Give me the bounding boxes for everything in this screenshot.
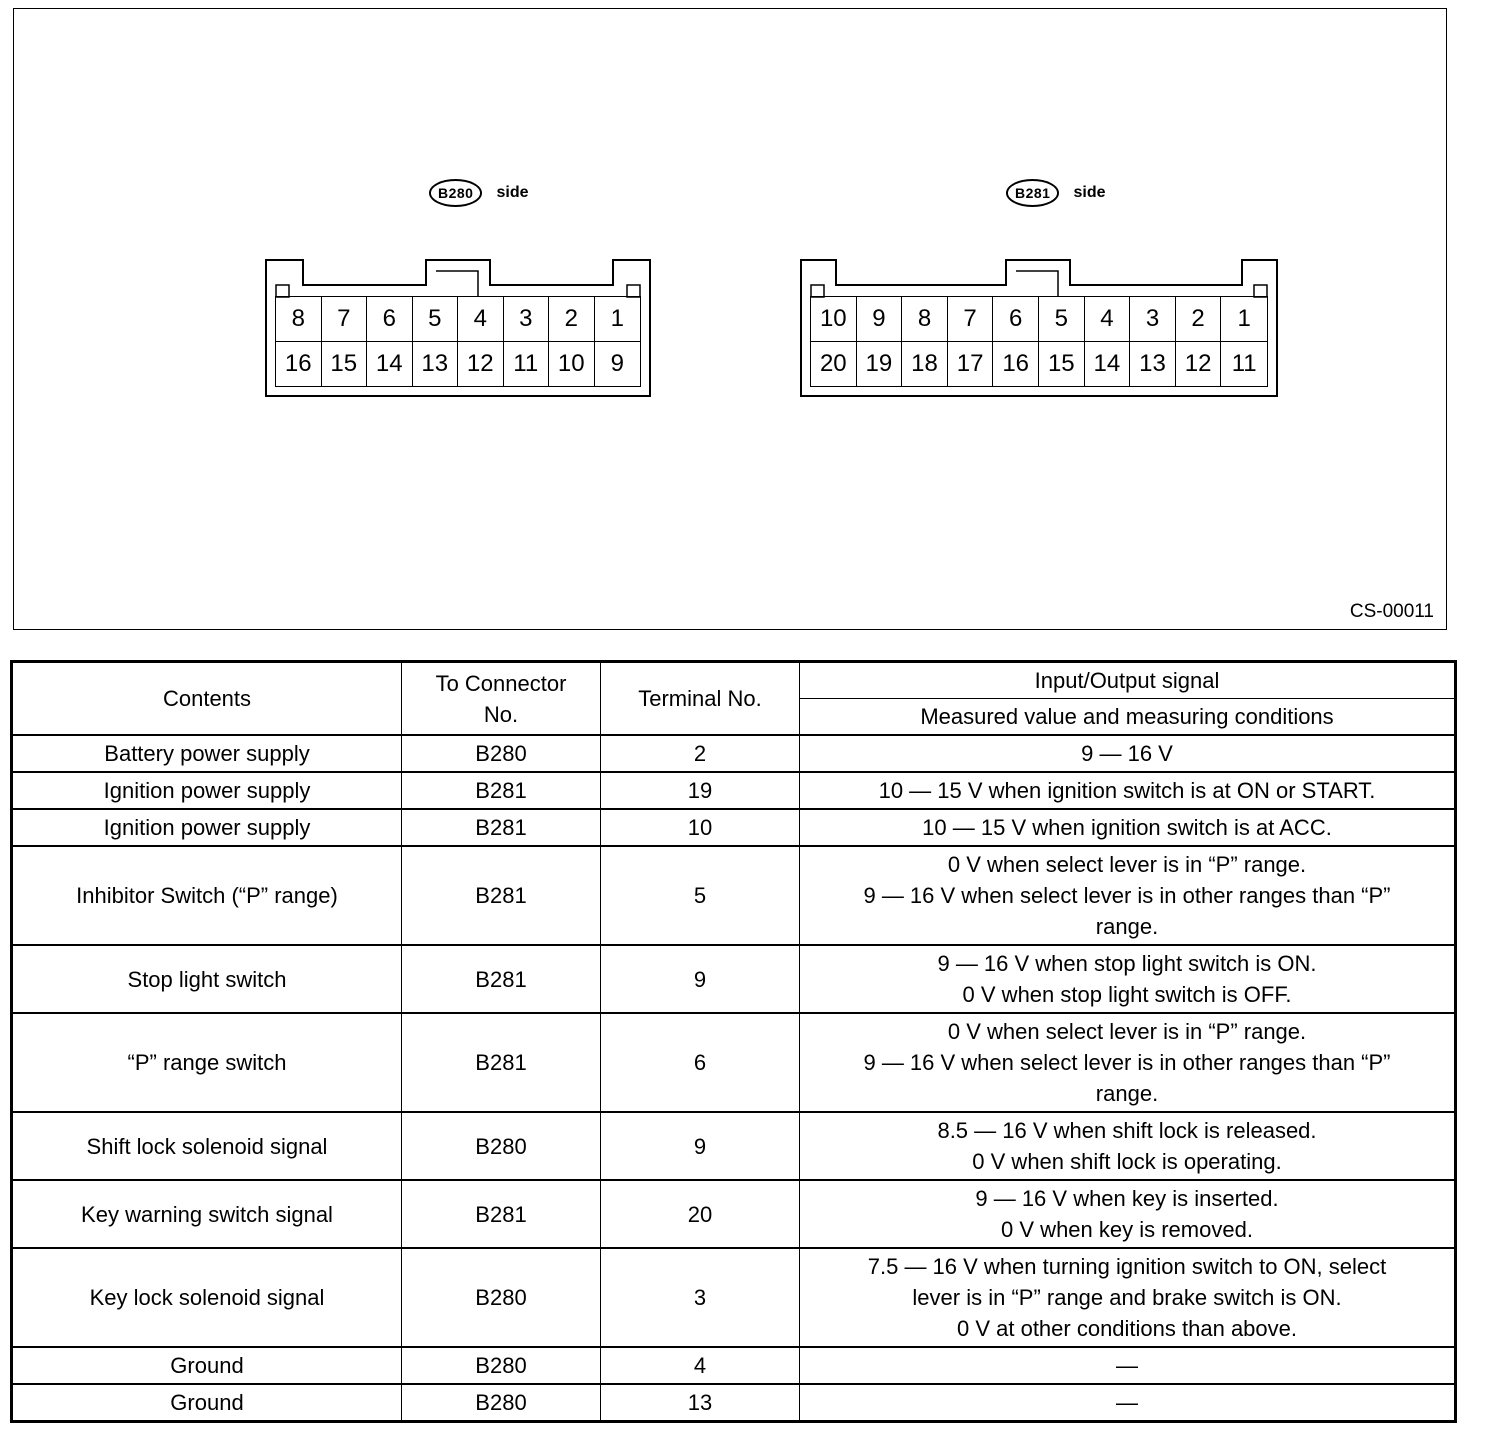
cell-terminal: 3 [601, 1248, 800, 1347]
cell-signal: 8.5 — 16 V when shift lock is released. 0 V when shift lock is operating. [800, 1112, 1456, 1180]
pin-cell: 14 [367, 342, 413, 387]
pin-cell: 5 [1039, 297, 1085, 342]
table-row [12, 1384, 1456, 1422]
table-row [12, 846, 1456, 945]
cell-contents: Ignition power supply [12, 772, 402, 809]
pin-cell: 9 [610, 349, 624, 377]
pin-cell: 3 [1130, 297, 1176, 342]
cell-connector: B280 [402, 735, 601, 772]
cell-connector: B281 [402, 846, 601, 945]
connector-figure [13, 8, 1447, 630]
cell-terminal: 4 [601, 1347, 800, 1384]
cell-contents: Stop light switch [12, 945, 402, 1013]
pin-cell: 12 [1176, 342, 1222, 387]
pin-cell: 3 [504, 297, 550, 342]
cell-contents: Ground [12, 1347, 402, 1384]
pin-cell: 10 [549, 342, 595, 387]
cell-contents: Inhibitor Switch (“P” range) [12, 846, 402, 945]
cell-connector: B281 [402, 945, 601, 1013]
connector-code-badge: B281 [1006, 179, 1059, 207]
pin-grid-b281 [810, 296, 1268, 387]
pin-cell: 20 [811, 342, 857, 387]
connector-code-badge: B280 [429, 179, 482, 207]
pin-cell: 18 [902, 342, 948, 387]
cell-connector: B280 [402, 1248, 601, 1347]
pin-cell: 2 [549, 297, 595, 342]
cell-signal: — [800, 1347, 1456, 1384]
side-label: side [496, 184, 529, 201]
cell-contents: Battery power supply [12, 735, 402, 772]
cell-contents: Ground [12, 1384, 402, 1422]
cell-signal: 0 V when select lever is in “P” range. 9 — 16 V when select lever is in other ranges than “P” range. [800, 1013, 1456, 1112]
header-signal-sub: Measured value and measuring conditions [800, 699, 1456, 736]
cell-terminal: 13 [601, 1384, 800, 1422]
cell-terminal: 2 [601, 735, 800, 772]
table-row [12, 735, 1456, 772]
cell-connector: B281 [402, 1013, 601, 1112]
cell-terminal: 9 [601, 945, 800, 1013]
pin-cell: 16 [276, 342, 322, 387]
pin-cell: 11 [1231, 349, 1257, 377]
cell-signal: 10 — 15 V when ignition switch is at ACC. [800, 809, 1456, 846]
side-label: side [1073, 184, 1106, 201]
cell-contents: Shift lock solenoid signal [12, 1112, 402, 1180]
cell-terminal: 5 [601, 846, 800, 945]
pin-cell: 1 [1221, 297, 1267, 342]
pin-cell: 15 [1039, 342, 1085, 387]
cell-terminal: 19 [601, 772, 800, 809]
cell-signal: 7.5 — 16 V when turning ignition switch to ON, select lever is in “P” range and brake switch is ON. 0 V at other conditions than above. [800, 1248, 1456, 1347]
cell-signal: 10 — 15 V when ignition switch is at ON or START. [800, 772, 1456, 809]
table-row [12, 809, 1456, 846]
pin-cell: 16 [993, 342, 1039, 387]
pin-cell: 17 [948, 342, 994, 387]
pin-cell: 9 [857, 297, 903, 342]
cell-terminal: 20 [601, 1180, 800, 1248]
header-connector: To Connector No. [402, 662, 601, 736]
pin-cell: 12 [458, 342, 504, 387]
cell-signal: — [800, 1384, 1456, 1422]
cell-terminal: 6 [601, 1013, 800, 1112]
cell-connector: B280 [402, 1112, 601, 1180]
cell-connector: B281 [402, 809, 601, 846]
table-row [12, 945, 1456, 1013]
pin-cell: 1 [595, 297, 641, 342]
signal-table-body [12, 735, 1456, 1422]
pin-cell: 10 [811, 297, 857, 342]
pin-cell: 4 [458, 297, 504, 342]
table-row [12, 1112, 1456, 1180]
pin-cell: 6 [367, 297, 413, 342]
pin-cell: 13 [1130, 342, 1176, 387]
cell-terminal: 10 [601, 809, 800, 846]
cell-connector: B280 [402, 1347, 601, 1384]
pin-grid-b280 [275, 296, 641, 387]
cell-contents: Key warning switch signal [12, 1180, 402, 1248]
cell-signal: 0 V when select lever is in “P” range. 9 — 16 V when select lever is in other ranges than “P” range. [800, 846, 1456, 945]
pin-cell: 13 [413, 342, 459, 387]
table-row [12, 1180, 1456, 1248]
cell-connector: B280 [402, 1384, 601, 1422]
pin-cell: 7 [948, 297, 994, 342]
table-row [12, 772, 1456, 809]
signal-table [10, 660, 1457, 1423]
cell-connector: B281 [402, 1180, 601, 1248]
cell-terminal: 9 [601, 1112, 800, 1180]
figure-id: CS-00011 [1349, 601, 1434, 622]
header-contents: Contents [12, 662, 402, 736]
header-signal: Input/Output signal [800, 662, 1456, 699]
header-terminal: Terminal No. [601, 662, 800, 736]
table-row [12, 1248, 1456, 1347]
pin-cell: 2 [1176, 297, 1222, 342]
cell-contents: “P” range switch [12, 1013, 402, 1112]
pin-cell: 6 [993, 297, 1039, 342]
cell-signal: 9 — 16 V when key is inserted. 0 V when key is removed. [800, 1180, 1456, 1248]
pin-cell: 4 [1085, 297, 1131, 342]
table-row [12, 1347, 1456, 1384]
cell-contents: Ignition power supply [12, 809, 402, 846]
table-row [12, 1013, 1456, 1112]
cell-contents: Key lock solenoid signal [12, 1248, 402, 1347]
pin-cell: 19 [857, 342, 903, 387]
pin-cell: 7 [322, 297, 368, 342]
connector-label-b281 [1006, 179, 1105, 207]
cell-signal: 9 — 16 V when stop light switch is ON. 0 V when stop light switch is OFF. [800, 945, 1456, 1013]
pin-cell: 15 [322, 342, 368, 387]
pin-cell: 8 [902, 297, 948, 342]
pin-cell: 11 [504, 342, 550, 387]
connector-label-b280 [429, 179, 528, 207]
pin-cell: 5 [413, 297, 459, 342]
pin-cell: 14 [1085, 342, 1131, 387]
cell-connector: B281 [402, 772, 601, 809]
cell-signal: 9 — 16 V [800, 735, 1456, 772]
pin-cell: 8 [276, 297, 322, 342]
